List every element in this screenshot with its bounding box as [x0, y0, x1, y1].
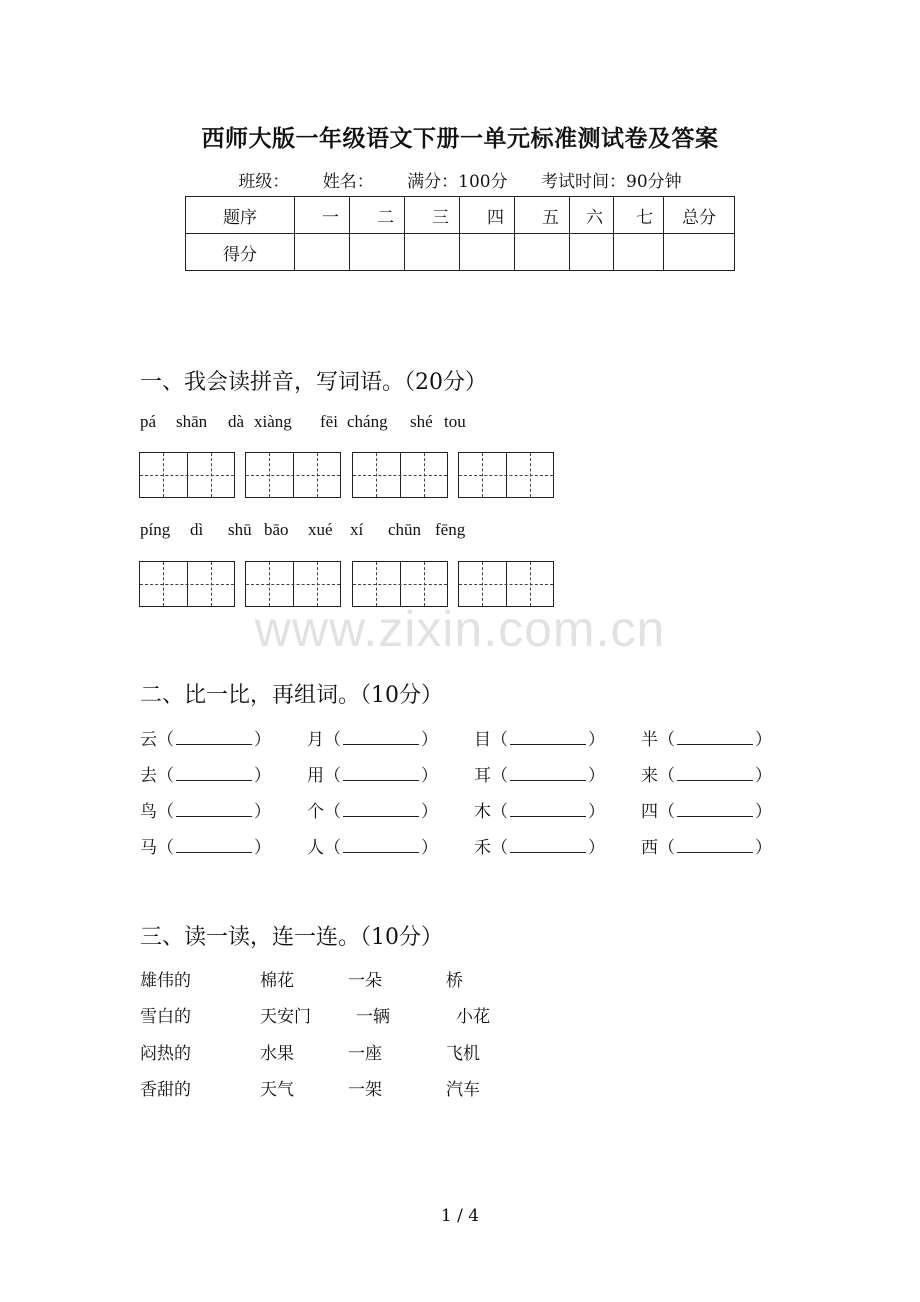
pinyin-row-1 [140, 412, 466, 432]
measure-word-item[interactable]: 一座 [348, 1044, 382, 1064]
answer-blank[interactable] [343, 766, 419, 781]
section2-title: 二、比一比，再组词。（10分） [140, 683, 443, 708]
measure-word-item[interactable]: 一辆 [356, 1007, 390, 1027]
base-character: 鸟 [140, 802, 157, 822]
answer-blank[interactable] [343, 730, 419, 745]
word-building-item [140, 833, 271, 858]
open-paren: （ [324, 802, 341, 822]
open-paren: （ [658, 730, 675, 750]
pinyin-row-2 [140, 520, 465, 540]
answer-blank[interactable] [510, 802, 586, 817]
page-number: 1 / 4 [440, 1206, 480, 1226]
answer-blank[interactable] [176, 838, 252, 853]
word-building-item [641, 797, 772, 822]
word-building-item [140, 761, 271, 786]
measure-word-item[interactable]: 一架 [348, 1080, 382, 1100]
word-building-item [474, 761, 605, 786]
open-paren: （ [324, 730, 341, 750]
base-character: 木 [474, 802, 491, 822]
pinyin: shān [176, 412, 208, 431]
open-paren: （ [491, 802, 508, 822]
object-item[interactable]: 汽车 [446, 1080, 480, 1100]
base-character: 用 [307, 766, 324, 786]
class-label: 班级： [238, 172, 290, 192]
score-row-label: 得分 [186, 234, 295, 271]
open-paren: （ [157, 730, 174, 750]
close-paren: ） [588, 802, 605, 822]
object-item[interactable]: 飞机 [446, 1044, 480, 1064]
score-cell [295, 234, 350, 271]
open-paren: （ [658, 838, 675, 858]
base-character: 西 [641, 838, 658, 858]
word-building-item [641, 725, 772, 750]
answer-blank[interactable] [176, 730, 252, 745]
score-header-cell: 五 [515, 197, 570, 234]
pinyin: cháng [347, 412, 388, 431]
pinyin: dì [190, 520, 204, 539]
section1-title: 一、我会读拼音，写词语。（20分） [140, 370, 487, 395]
score-header-cell: 二 [350, 197, 405, 234]
base-character: 月 [307, 730, 324, 750]
score-cell [405, 234, 460, 271]
pinyin: chūn [388, 520, 422, 539]
pinyin: píng [140, 520, 171, 539]
pinyin: bāo [264, 520, 289, 539]
base-character: 来 [641, 766, 658, 786]
exam-time: 考试时间：90分钟 [541, 172, 682, 192]
writing-grid[interactable] [352, 452, 448, 498]
open-paren: （ [658, 766, 675, 786]
score-table [185, 196, 735, 271]
open-paren: （ [658, 802, 675, 822]
noun-item[interactable]: 天安门 [260, 1007, 311, 1027]
answer-blank[interactable] [343, 838, 419, 853]
base-character: 去 [140, 766, 157, 786]
watermark: www.zixin.com.cn [254, 601, 666, 657]
close-paren: ） [421, 802, 438, 822]
answer-blank[interactable] [176, 766, 252, 781]
open-paren: （ [324, 766, 341, 786]
pinyin: xiàng [254, 412, 292, 431]
word-building-item [641, 833, 772, 858]
open-paren: （ [157, 802, 174, 822]
score-cell [614, 234, 664, 271]
open-paren: （ [491, 766, 508, 786]
close-paren: ） [254, 766, 271, 786]
adjective-item[interactable]: 闷热的 [140, 1044, 191, 1064]
score-table-score-row [186, 234, 735, 271]
score-header-cell: 题序 [186, 197, 295, 234]
answer-blank[interactable] [677, 766, 753, 781]
close-paren: ） [254, 838, 271, 858]
word-building-item [140, 725, 271, 750]
close-paren: ） [755, 838, 772, 858]
base-character: 个 [307, 802, 324, 822]
word-building-item [474, 797, 605, 822]
pinyin: xí [350, 520, 364, 539]
close-paren: ） [755, 730, 772, 750]
word-building-item [641, 761, 772, 786]
close-paren: ） [588, 730, 605, 750]
score-table-header-row [186, 197, 735, 234]
measure-word-item[interactable]: 一朵 [348, 971, 382, 991]
open-paren: （ [157, 766, 174, 786]
word-building-item [307, 761, 438, 786]
word-building-item [140, 797, 271, 822]
base-character: 马 [140, 838, 157, 858]
score-header-cell: 四 [460, 197, 515, 234]
score-cell [350, 234, 405, 271]
writing-grid[interactable] [139, 452, 235, 498]
word-building-item [307, 725, 438, 750]
score-cell [570, 234, 614, 271]
base-character: 耳 [474, 766, 491, 786]
open-paren: （ [491, 838, 508, 858]
writing-grid[interactable] [458, 452, 554, 498]
object-item[interactable]: 小花 [456, 1007, 490, 1027]
open-paren: （ [324, 838, 341, 858]
adjective-item[interactable]: 香甜的 [140, 1080, 191, 1100]
base-character: 半 [641, 730, 658, 750]
close-paren: ） [421, 766, 438, 786]
full-score: 满分：100分 [407, 172, 508, 192]
word-building-item [307, 797, 438, 822]
noun-item[interactable]: 天气 [260, 1080, 294, 1100]
name-label: 姓名： [322, 172, 374, 192]
answer-blank[interactable] [343, 802, 419, 817]
close-paren: ） [254, 802, 271, 822]
close-paren: ） [755, 802, 772, 822]
answer-blank[interactable] [677, 802, 753, 817]
pinyin: pá [140, 412, 157, 431]
score-cell [460, 234, 515, 271]
open-paren: （ [157, 838, 174, 858]
base-character: 禾 [474, 838, 491, 858]
section3-title: 三、读一读，连一连。（10分） [140, 925, 443, 950]
score-header-cell: 六 [570, 197, 614, 234]
pinyin: shū [228, 520, 252, 539]
pinyin: shé [410, 412, 433, 431]
pinyin: dà [228, 412, 245, 431]
score-cell [515, 234, 570, 271]
object-item[interactable]: 桥 [446, 971, 463, 991]
word-building-item [307, 833, 438, 858]
pinyin: tou [444, 412, 466, 431]
answer-blank[interactable] [677, 730, 753, 745]
pinyin: fēng [435, 520, 466, 539]
close-paren: ） [755, 766, 772, 786]
score-cell [664, 234, 735, 271]
writing-grid[interactable] [245, 452, 341, 498]
word-building-item [474, 725, 605, 750]
answer-blank[interactable] [510, 730, 586, 745]
answer-blank[interactable] [510, 838, 586, 853]
score-header-cell: 总分 [664, 197, 735, 234]
score-header-cell: 七 [614, 197, 664, 234]
close-paren: ） [421, 838, 438, 858]
base-character: 人 [307, 838, 324, 858]
close-paren: ） [588, 838, 605, 858]
close-paren: ） [254, 730, 271, 750]
pinyin: xué [308, 520, 333, 539]
score-header-cell: 一 [295, 197, 350, 234]
open-paren: （ [491, 730, 508, 750]
adjective-item[interactable]: 雪白的 [140, 1007, 191, 1027]
score-header-cell: 三 [405, 197, 460, 234]
answer-blank[interactable] [510, 766, 586, 781]
pinyin: fēi [320, 412, 338, 431]
answer-blank[interactable] [176, 802, 252, 817]
answer-blank[interactable] [677, 838, 753, 853]
noun-item[interactable]: 水果 [260, 1044, 294, 1064]
document-title: 西师大版一年级语文下册一单元标准测试卷及答案 [201, 125, 719, 152]
base-character: 目 [474, 730, 491, 750]
base-character: 云 [140, 730, 157, 750]
adjective-item[interactable]: 雄伟的 [140, 971, 191, 991]
noun-item[interactable]: 棉花 [260, 971, 294, 991]
close-paren: ） [421, 730, 438, 750]
close-paren: ） [588, 766, 605, 786]
word-building-item [474, 833, 605, 858]
base-character: 四 [641, 802, 658, 822]
exam-info-line [0, 167, 920, 192]
